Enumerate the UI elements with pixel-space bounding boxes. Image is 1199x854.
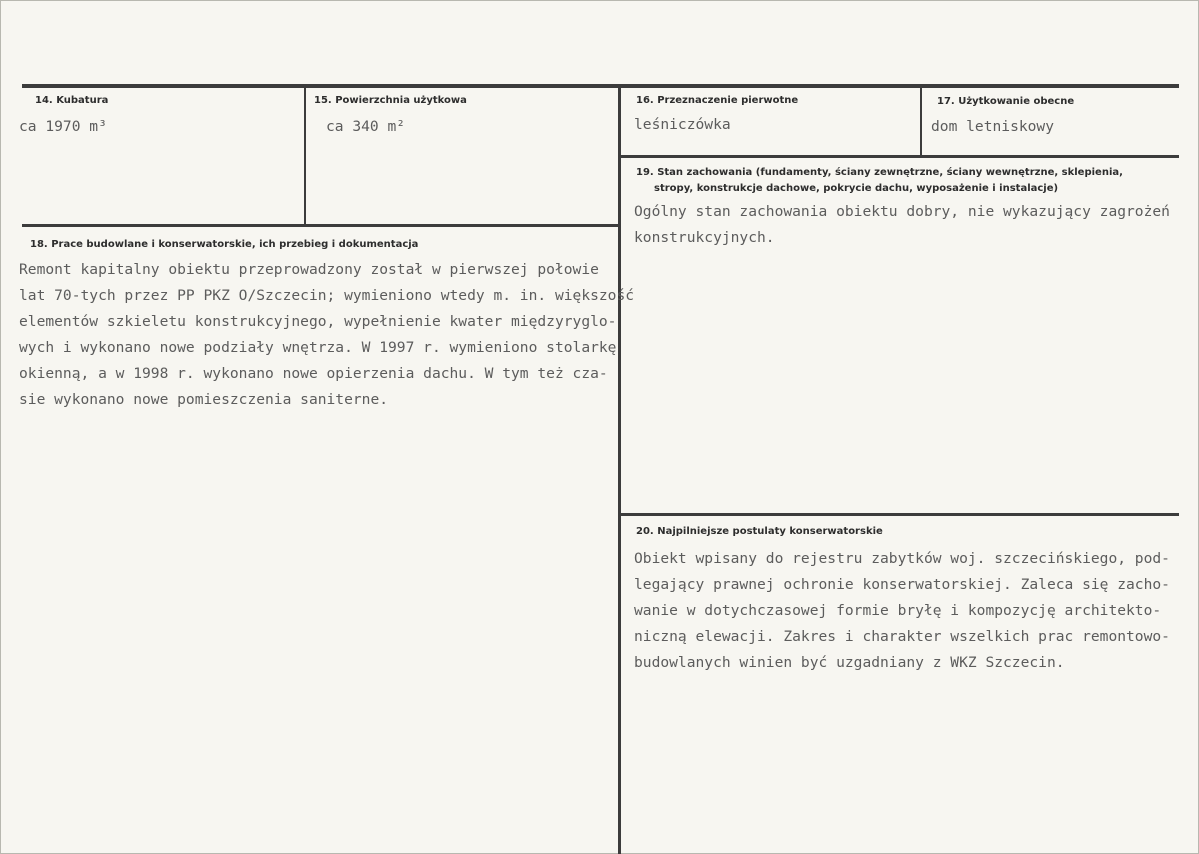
stan-label: 19. Stan zachowania (fundamenty, ściany zewnętrzne, ściany wewnętrzne, sklepienia, <box>636 167 1123 178</box>
prace-line: okienną, a w 1998 r. wykonano nowe opierzenia dachu. W tym też cza- <box>19 365 608 382</box>
uzytkowanie-label: 17. Użytkowanie obecne <box>937 96 1075 107</box>
stan-label-continued: stropy, konstrukcje dachowe, pokrycie dachu, wyposażenie i instalacje) <box>654 183 1059 194</box>
powierzchnia-value: ca 340 m² <box>326 118 406 135</box>
prace-line: Remont kapitalny obiektu przeprowadzony został w pierwszej połowie <box>19 261 599 278</box>
prace-line: elementów szkieletu konstrukcyjnego, wypełnienie kwater międzyryglo- <box>19 313 617 330</box>
postulaty-line: legający prawnej ochronie konserwatorskiej. Zaleca się zacho- <box>634 576 1170 593</box>
vertical-divider-16-17 <box>920 86 922 156</box>
postulaty-line: Obiekt wpisany do rejestru zabytków woj. szczecińskiego, pod- <box>634 550 1170 567</box>
kubatura-value: ca 1970 m³ <box>19 118 107 135</box>
top-rule <box>22 84 1179 88</box>
postulaty-line: budowlanych winien być uzgadniany z WKZ Szczecin. <box>634 654 1065 671</box>
postulaty-text <box>634 546 1170 676</box>
rule-under-14-15 <box>22 224 620 227</box>
przeznaczenie-label: 16. Przeznaczenie pierwotne <box>636 95 799 106</box>
uzytkowanie-value: dom letniskowy <box>931 118 1055 135</box>
prace-text <box>19 257 634 413</box>
postulaty-label: 20. Najpilniejsze postulaty konserwatorskie <box>636 526 883 537</box>
prace-line: sie wykonano nowe pomieszczenia saniterne. <box>19 391 389 408</box>
vertical-divider-14-15 <box>304 86 306 226</box>
postulaty-line: niczną elewacji. Zakres i charakter wszelkich prac remontowo- <box>634 628 1170 645</box>
kubatura-label: 14. Kubatura <box>35 95 109 106</box>
rule-above-20 <box>620 513 1179 516</box>
stan-line: Ogólny stan zachowania obiektu dobry, nie wykazujący zagrożeń <box>634 203 1170 220</box>
stan-line: konstrukcyjnych. <box>634 229 775 246</box>
vertical-divider-main <box>618 86 621 854</box>
prace-line: wych i wykonano nowe podziały wnętrza. W 1997 r. wymieniono stolarkę <box>19 339 617 356</box>
powierzchnia-label: 15. Powierzchnia użytkowa <box>314 95 467 106</box>
przeznaczenie-value: leśniczówka <box>634 116 731 133</box>
rule-under-16-17 <box>620 155 1179 158</box>
stan-text <box>634 199 1170 251</box>
prace-line: lat 70-tych przez PP PKZ O/Szczecin; wymieniono wtedy m. in. większość <box>19 287 635 304</box>
postulaty-line: wanie w dotychczasowej formie bryłę i kompozycję architekto- <box>634 602 1162 619</box>
prace-label: 18. Prace budowlane i konserwatorskie, ich przebieg i dokumentacja <box>30 239 419 250</box>
